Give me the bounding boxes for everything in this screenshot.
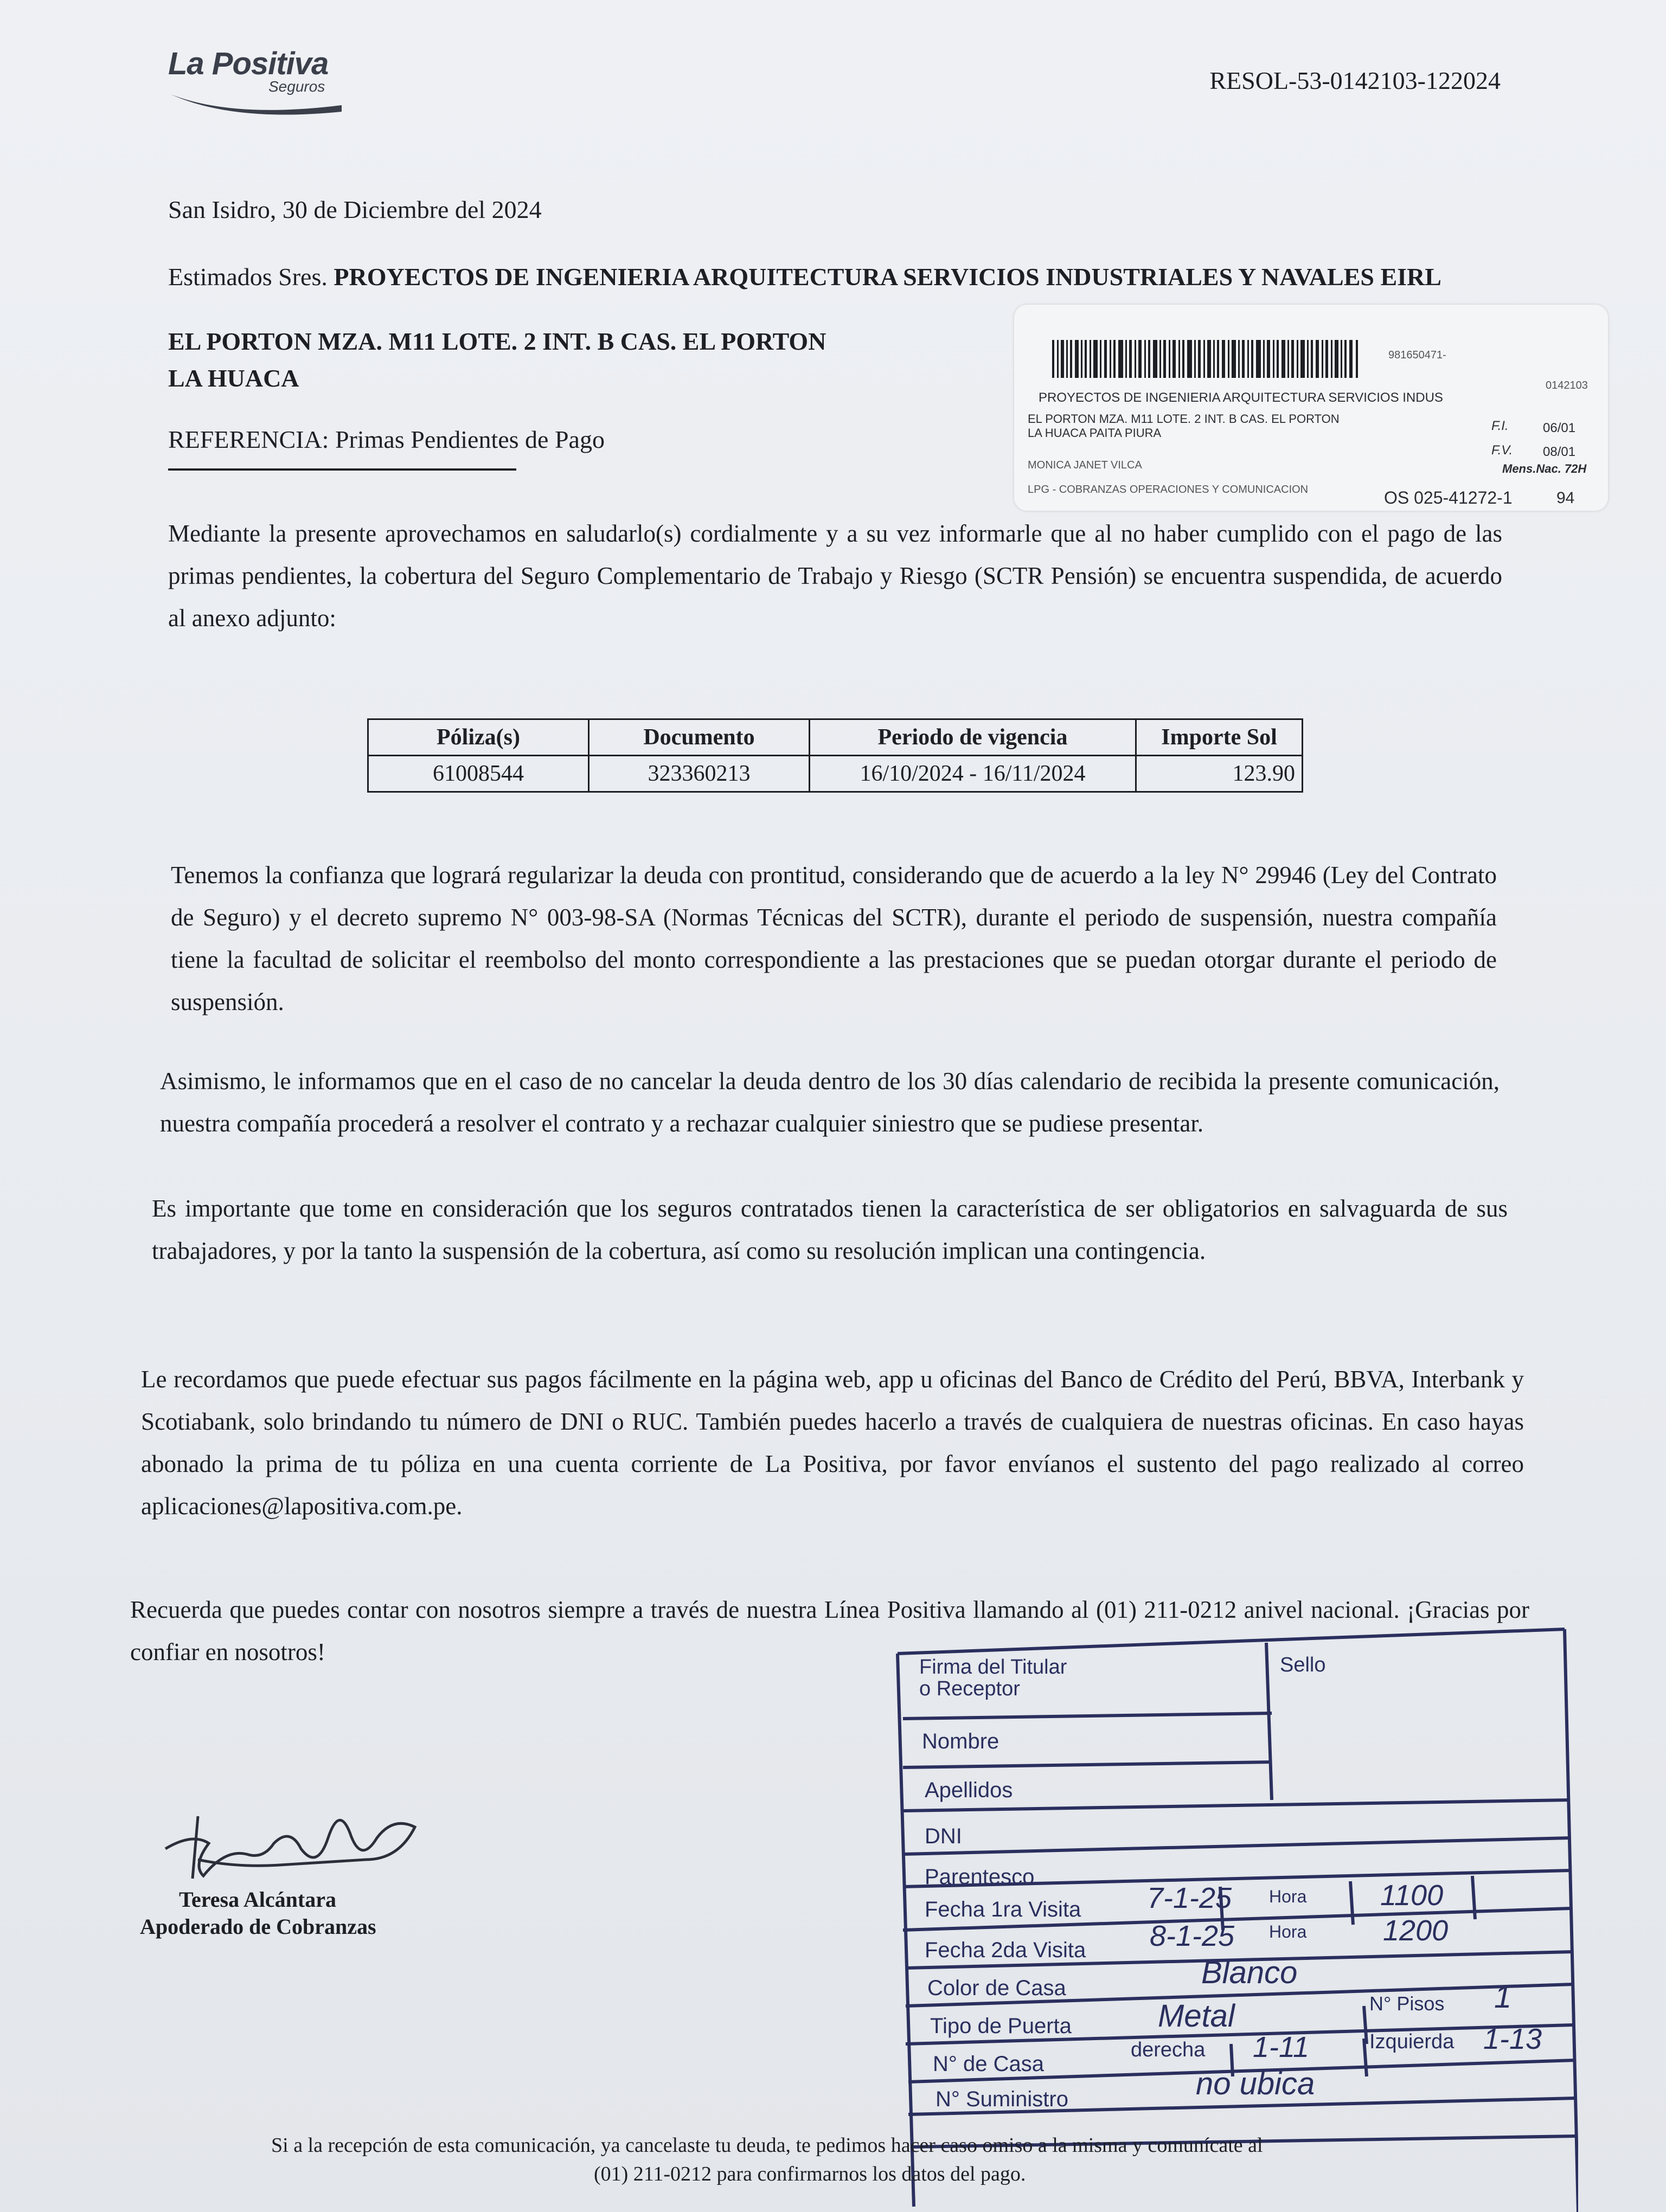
label-agent: MONICA JANET VILCA: [1028, 459, 1142, 471]
stamp-pisos-value: 1: [1494, 1979, 1512, 2015]
address-block: [168, 323, 826, 397]
header-poliza: Póliza(s): [368, 719, 589, 756]
greeting-prefix: Estimados Sres.: [168, 263, 328, 291]
greeting: [168, 256, 1441, 298]
la-positiva-logo: [168, 46, 363, 127]
cell-poliza: 61008544: [368, 756, 589, 792]
label-fv-value: 08/01: [1543, 445, 1576, 459]
stamp-izquierda-label: Izquierda: [1369, 2030, 1454, 2053]
stamp-dni: DNI: [925, 1824, 962, 1848]
header-importe: Importe Sol: [1136, 719, 1303, 756]
logo-brand: La Positiva: [168, 46, 329, 81]
label-os-number: 94: [1556, 489, 1575, 507]
signatory-name: Teresa Alcántara: [179, 1887, 336, 1912]
label-fv: F.V.: [1491, 443, 1513, 458]
paragraph-1: Mediante la presente aprovechamos en saludarlo(s) cordialmente y a su vez informarle que al no haber cumplido con el pago de las primas pendientes, la cobertura del Seguro Complementario de Trabajo y Riesgo (SCTR Pensión) se encuentra suspendida, de acuerdo al anexo adjunto:: [168, 520, 1502, 632]
stamp-hora-1-label: Hora: [1269, 1887, 1307, 1906]
paragraph-4: Es importante que tome en consideración que los seguros contratados tienen la característica de ser obligatorios en salvaguarda de sus trabajadores, y por la tanto la suspensión de la cobertura, así como su resolución implican una contingencia.: [152, 1195, 1508, 1264]
stamp-sello: Sello: [1280, 1654, 1326, 1676]
reference-code: RESOL-53-0142103-122024: [1209, 67, 1501, 94]
reference-underline: [168, 468, 516, 471]
annex-table: [367, 718, 1303, 793]
stamp-suministro-value: no ubica: [1196, 2066, 1315, 2101]
label-address-1: EL PORTON MZA. M11 LOTE. 2 INT. B CAS. EL PORTON: [1028, 412, 1340, 426]
receipt-stamp: [892, 1626, 1578, 2212]
company-name: PROYECTOS DE INGENIERIA ARQUITECTURA SERVICIOS INDUSTRIALES Y NAVALES EIRL: [334, 263, 1441, 291]
stamp-color-value: Blanco: [1201, 1955, 1298, 1990]
mailing-label: [1014, 305, 1608, 511]
paragraph-5: Le recordamos que puede efectuar sus pagos fácilmente en la página web, app u oficinas del Banco de Crédito del Perú, BBVA, Interbank y Scotiabank, solo brindando tu número de DNI o RUC. También puedes hacerlo a través de cualquiera de nuestras oficinas. En caso hayas abonado la prima de tu póliza en una cuenta corriente de La Positiva, por favor envíanos el sustento del pago realizado al correo aplicaciones@lapositiva.com.pe.: [141, 1366, 1524, 1520]
stamp-nombre: Nombre: [922, 1729, 999, 1753]
barcode-number: 981650471-: [1388, 349, 1446, 361]
stamp-izquierda-value: 1-13: [1483, 2023, 1542, 2055]
stamp-apellidos: Apellidos: [925, 1778, 1013, 1802]
table-header-row: [368, 719, 1303, 756]
stamp-suministro: N° Suministro: [935, 2087, 1068, 2111]
reference-line: REFERENCIA: Primas Pendientes de Pago: [168, 426, 605, 453]
footer-line-2: (01) 211-0212 para confirmarnos los datos del pago.: [594, 2163, 1026, 2185]
stamp-pisos-label: N° Pisos: [1369, 1992, 1445, 2015]
paragraph-3: Asimismo, le informamos que en el caso de no cancelar la deuda dentro de los 30 días calendario de recibida la presente comunicación, nuestra compañía procederá a resolver el contrato y a rechazar cualquier siniestro que se pudiese presentar.: [160, 1068, 1500, 1137]
stamp-parentesco: Parentesco: [925, 1865, 1035, 1889]
signatory-title: Apoderado de Cobranzas: [140, 1914, 376, 1939]
label-code: 0142103: [1546, 380, 1588, 391]
label-fi-value: 06/01: [1543, 421, 1576, 435]
address-line-1: EL PORTON MZA. M11 LOTE. 2 INT. B CAS. EL PORTON: [168, 327, 826, 355]
stamp-nde-casa: N° de Casa: [933, 2052, 1044, 2076]
header-periodo: Periodo de vigencia: [810, 719, 1136, 756]
cell-periodo: 16/10/2024 - 16/11/2024: [810, 756, 1136, 792]
label-fi: F.I.: [1491, 419, 1509, 433]
stamp-hora-2-label: Hora: [1269, 1922, 1307, 1941]
logo-sub: Seguros: [268, 78, 325, 95]
footer-line-1: Si a la recepción de esta comunicación, ya cancelaste tu deuda, te pedimos hacer caso omiso a la misma y comunícate al: [271, 2134, 1263, 2157]
stamp-visita-2: Fecha 2da Visita: [925, 1938, 1086, 1962]
signature-image: [160, 1784, 431, 1892]
logo-swoosh-icon: [168, 89, 353, 116]
stamp-tipo-value: Metal: [1158, 1998, 1235, 2034]
barcode-icon: [1052, 340, 1367, 378]
stamp-firma: Firma del Titular o Receptor: [919, 1656, 1067, 1700]
label-name: PROYECTOS DE INGENIERIA ARQUITECTURA SERVICIOS INDUS: [1039, 390, 1443, 405]
label-os: OS 025-41272-1: [1384, 488, 1513, 507]
stamp-hora-1-value: 1100: [1380, 1879, 1444, 1912]
address-line-2: LA HUACA: [168, 364, 299, 392]
label-address-2: LA HUACA PAITA PIURA: [1028, 426, 1162, 440]
stamp-derecha-label: derecha: [1131, 2039, 1206, 2061]
label-service: Mens.Nac. 72H: [1502, 462, 1587, 475]
paragraph-2: Tenemos la confianza que logrará regularizar la deuda con prontitud, considerando que de acuerdo a la ley N° 29946 (Ley del Contrato de Seguro) y el decreto supremo N° 003-98-SA (Normas Técnicas del SCTR), durante el periodo de suspensión, nuestra compañía tiene la facultad de solicitar el reembolso del monto correspondiente a las prestaciones que se puedan otorgar durante el periodo de suspensión.: [171, 861, 1497, 1015]
stamp-visita-1: Fecha 1ra Visita: [925, 1898, 1081, 1921]
header-documento: Documento: [589, 719, 810, 756]
date-line: San Isidro, 30 de Diciembre del 2024: [168, 196, 542, 223]
cell-importe: 123.90: [1136, 756, 1303, 792]
stamp-color: Color de Casa: [927, 1976, 1066, 2000]
label-dept: LPG - COBRANZAS OPERACIONES Y COMUNICACION: [1028, 484, 1309, 496]
stamp-visita-1-value: 7-1-25: [1147, 1882, 1232, 1914]
stamp-hora-2-value: 1200: [1383, 1914, 1449, 1947]
cell-documento: 323360213: [589, 756, 810, 792]
table-row: [368, 756, 1303, 792]
stamp-derecha-value: 1-11: [1253, 2031, 1310, 2063]
paragraph-6: Recuerda que puedes contar con nosotros siempre a través de nuestra Línea Positiva llamando al (01) 211-0212 anivel nacional. ¡Gracias por confiar en nosotros!: [130, 1596, 1529, 1666]
stamp-visita-2-value: 8-1-25: [1150, 1920, 1235, 1952]
stamp-tipo-puerta: Tipo de Puerta: [930, 2014, 1072, 2038]
